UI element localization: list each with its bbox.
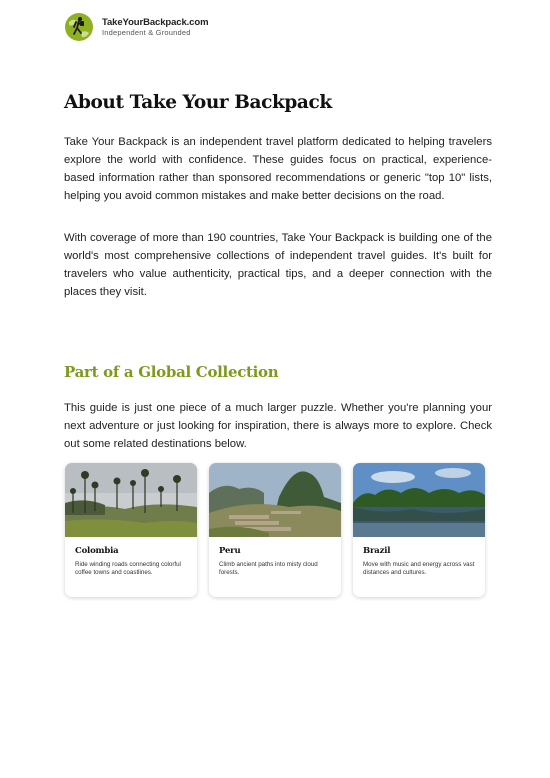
about-paragraph-2: With coverage of more than 190 countries, Take Your Backpack is building one of the world's most comprehensive collections of independent travel guides. It's built for travelers who value authenticity, practical tips, and a deeper connection with the places they visit. — [64, 232, 492, 298]
peru-photo — [209, 463, 341, 537]
brand-tagline: Independent & Grounded — [102, 28, 191, 37]
colombia-photo — [65, 463, 197, 537]
destination-card-colombia[interactable] — [65, 463, 197, 597]
brand-name[interactable]: TakeYourBackpack.com — [102, 16, 209, 28]
brazil-photo — [353, 463, 485, 537]
site-header — [64, 12, 208, 42]
brand — [102, 18, 208, 37]
card-title-colombia: Colombia — [75, 546, 119, 556]
destination-card-brazil[interactable] — [353, 463, 485, 597]
globe-hiker-icon[interactable] — [64, 12, 94, 42]
card-desc-brazil: Move with music and energy across vast distances and cultures. — [363, 561, 475, 576]
collection-intro: This guide is just one piece of a much larger puzzle. Whether you're planning your next adventure or just looking for inspiration, there is always more to explore. Check out some related destinations below. — [64, 402, 492, 450]
card-desc-colombia: Ride winding roads connecting colorful coffee towns and coastlines. — [75, 561, 181, 576]
about-title: About Take Your Backpack — [64, 92, 332, 113]
card-title-peru: Peru — [219, 546, 241, 556]
about-paragraph-1: Take Your Backpack is an independent travel platform dedicated to helping travelers explore the world with confidence. These guides focus on practical, experience-based information rather than sponsored recommendations or generic "top 10" lists, helping you avoid common mistakes and make better decisions on the road. — [64, 136, 492, 202]
card-desc-peru: Climb ancient paths into misty cloud forests. — [219, 561, 318, 576]
collection-title: Part of a Global Collection — [64, 363, 279, 381]
destination-card-peru[interactable] — [209, 463, 341, 597]
card-title-brazil: Brazil — [363, 546, 391, 556]
